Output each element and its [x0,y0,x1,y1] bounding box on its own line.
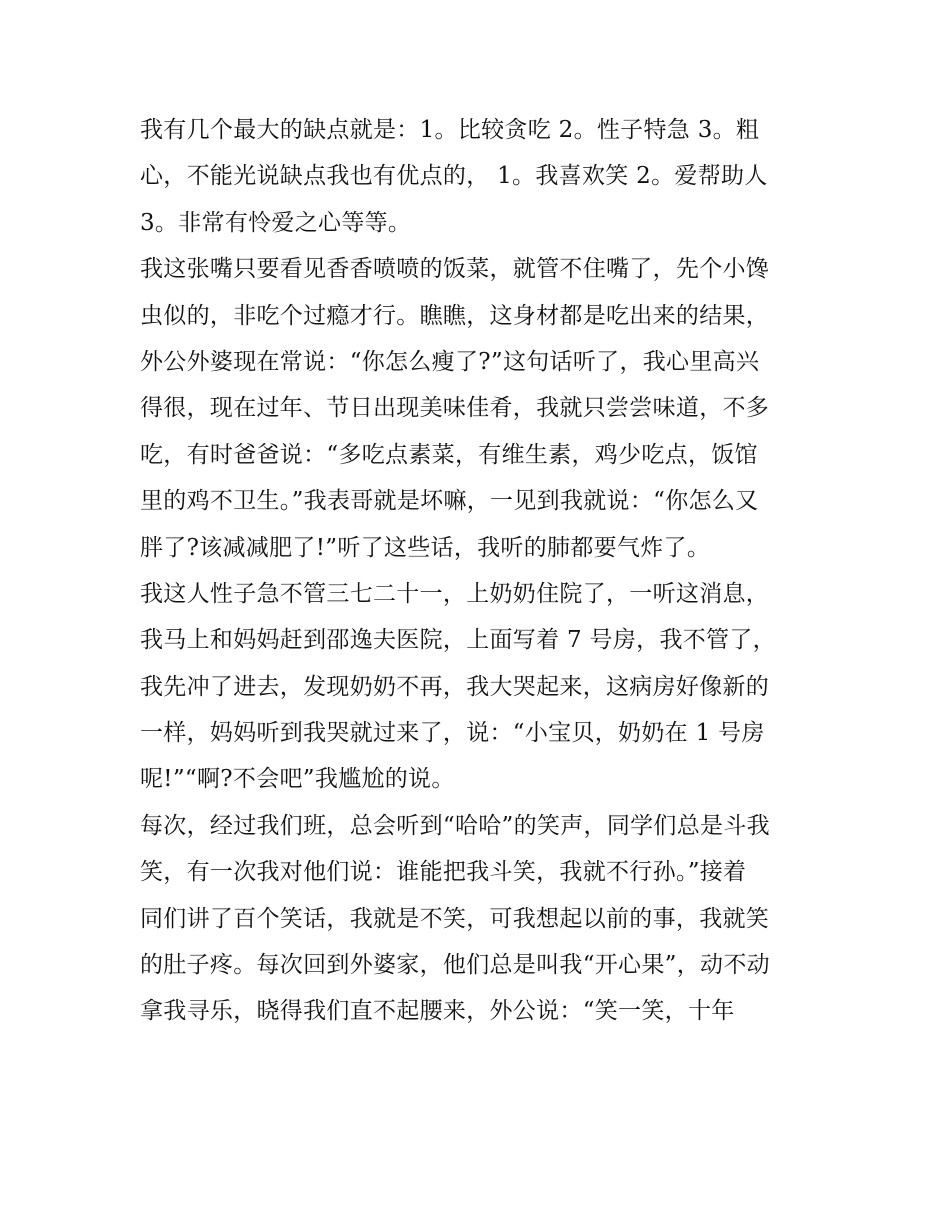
text-line: 每次，经过我们班，总会听到“哈哈”的笑声，同学们总是斗我 [140,812,770,839]
text-line: 虫似的，非吃个过瘾才行。瞧瞧，这身材都是吃出来的结果， [140,302,770,329]
text-line: 得很，现在过年、节日出现美味佳肴，我就只尝尝味道，不多 [140,395,770,422]
text-line: 我这人性子急不管三七二十一，上奶奶住院了，一听这消息， [140,580,770,607]
text-line: 胖了?该减减肥了!”听了这些话，我听的肺都要气炸了。 [140,534,711,561]
text-line: 心，不能光说缺点我也有优点的， 1。我喜欢笑 2。爱帮助人 [140,163,768,190]
text-line: 的肚子疼。每次回到外婆家，他们总是叫我“开心果”，动不动 [140,952,770,979]
text-line: 拿我寻乐，晓得我们直不起腰来，外公说：“笑一笑，十年 [140,998,735,1025]
text-line: 外公外婆现在常说：“你怎么瘦了?”这句话听了，我心里高兴 [140,348,760,375]
text-line: 我先冲了进去，发现奶奶不再，我大哭起来，这病房好像新的 [140,673,770,700]
text-line: 我马上和妈妈赶到邵逸夫医院，上面写着 7 号房，我不管了， [140,627,776,654]
text-line: 吃，有时爸爸说：“多吃点素菜，有维生素，鸡少吃点，饭馆 [140,441,758,468]
document-body [140,107,820,1035]
text-line: 同们讲了百个笑话，我就是不笑，可我想起以前的事，我就笑 [140,905,770,932]
text-line: 里的鸡不卫生。”我表哥就是坏嘛，一见到我就说：“你怎么又 [140,488,759,515]
text-line: 我有几个最大的缺点就是：1。比较贪吃 2。性子特急 3。粗 [140,117,760,143]
text-line: 一样，妈妈听到我哭就过来了，说：“小宝贝，奶奶在 1 号房 [140,720,765,747]
text-line: 我这张嘴只要看见香香喷喷的饭菜，就管不住嘴了，先个小馋 [140,256,770,283]
text-line: 3。非常有怜爱之心等等。 [140,209,412,236]
text-line: 笑，有一次我对他们说：谁能把我斗笑，我就不行孙。”接着 [140,859,747,886]
text-line: 呢!”“啊?不会吧”我尴尬的说。 [140,766,455,793]
